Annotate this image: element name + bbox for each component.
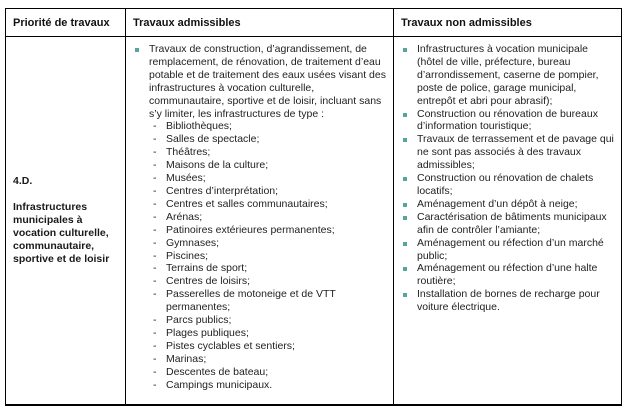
list-item-label: Aménagement d’un dépôt à neige; [417,197,578,210]
square-bullet-icon [403,267,407,271]
list-item-label: Plages publiques; [166,326,249,339]
list-item [400,262,615,288]
admissible-intro-text: Travaux de construction, d’agrandissement, de remplacement, de rénovation, de traitement d’eau potable et de traitement des eaux usées visant des infrastructures à vocation culturelle, communautaire, sportive et de loisir, incluant sans s’y limiter, les infrastructures de type : [149,43,386,120]
dash-marker: - [153,249,157,262]
list-item-label: Aménagement ou réfection d’une halte routière; [417,262,598,288]
admissible-intro-item [132,43,387,391]
list-item [151,288,387,314]
list-item [151,224,387,237]
list-item [151,353,387,366]
list-item-label: Passerelles de motoneige et de VTT permanentes; [166,288,336,314]
header-travaux-non-admissibles: Travaux non admissibles [394,9,621,37]
square-bullet-icon [403,203,407,207]
list-item [151,340,387,353]
list-item-label: Caractérisation de bâtiments municipaux afin de contrôler l’amiante; [417,210,607,236]
list-item-label: Salles de spectacle; [166,133,260,146]
list-item [151,250,387,263]
list-item-label: Installation de bornes de recharge pour voiture électrique. [417,288,600,314]
dash-marker: - [153,184,157,197]
dash-marker: - [153,378,157,391]
list-item [151,146,387,159]
table-header-row [6,9,621,37]
square-bullet-icon [403,138,407,142]
list-item [151,314,387,327]
dash-marker: - [153,172,157,185]
square-bullet-icon [403,113,407,117]
dash-marker: - [153,120,157,133]
dash-marker: - [153,197,157,210]
dash-marker: - [153,159,157,172]
list-item [400,172,615,198]
dash-marker: - [153,262,157,275]
priority-cell [6,37,126,404]
admissible-sub-list [151,120,387,391]
list-item [151,237,387,250]
dash-marker: - [153,314,157,327]
dash-marker: - [153,146,157,159]
list-item [151,185,387,198]
list-item [151,327,387,340]
list-item-label: Musées; [166,172,206,185]
list-item [400,43,615,108]
list-item [400,133,615,172]
list-item-label: Terrains de sport; [166,262,248,275]
list-item-label: Construction ou rénovation de chalets locatifs; [417,172,594,197]
list-item [151,172,387,185]
list-item-label: Construction ou rénovation de bureaux d’information touristique; [417,107,598,133]
list-item [400,211,615,237]
list-item-label: Centres et salles communautaires; [166,197,328,210]
header-priorite-de-travaux: Priorité de travaux [6,9,126,37]
dash-marker: - [153,288,157,301]
dash-marker: - [153,275,157,288]
list-item-label: Infrastructures à vocation municipale (hôtel de ville, préfecture, bureau d’arrondissement, caserne de pompier, poste de police, garage municipal, entrepôt et abri pour abrasif); [417,43,599,107]
list-item-label: Théâtres; [166,146,211,159]
square-bullet-icon [403,48,407,52]
list-item [151,366,387,379]
list-item-label: Patinoires extérieures permanentes; [166,223,335,236]
list-item-label: Maisons de la culture; [166,159,269,172]
dash-marker: - [153,352,157,365]
header-travaux-admissibles: Travaux admissibles [126,9,394,37]
dash-marker: - [153,133,157,146]
dash-marker: - [153,326,157,339]
dash-marker: - [153,365,157,378]
square-bullet-icon [403,177,407,181]
list-item-label: Descentes de bateau; [166,365,269,378]
table-body-row [6,37,621,404]
priority-code: 4.D. [13,175,33,188]
square-bullet-icon [403,293,407,297]
dash-marker: - [153,339,157,352]
list-item [151,120,387,133]
admissible-works-cell [126,37,394,404]
list-item-label: Gymnases; [166,236,220,249]
list-item-label: Arénas; [166,210,203,223]
list-item [400,198,615,211]
list-item-label: Marinas; [166,352,207,365]
dash-marker: - [153,223,157,236]
list-item-label: Pistes cyclables et sentiers; [166,339,295,352]
list-item [151,379,387,392]
list-item [400,237,615,263]
dash-marker: - [153,210,157,223]
list-item [400,288,615,314]
list-item-label: Parcs publics; [166,314,232,327]
list-item [151,198,387,211]
list-item [151,159,387,172]
square-bullet-icon [403,242,407,246]
non-admissible-works-cell [394,37,621,404]
list-item [151,133,387,146]
list-item [151,262,387,275]
list-item-label: Bibliothèques; [166,120,232,133]
square-bullet-icon [403,216,407,220]
list-item [400,108,615,134]
list-item-label: Campings municipaux. [166,378,273,391]
priority-title: Infrastructures municipales à vocation culturelle, communautaire, sportive et de loisir [13,201,110,265]
square-bullet-icon [135,48,139,52]
list-item [151,211,387,224]
list-item-label: Aménagement ou réfection d’un marché public; [417,236,604,262]
list-item-label: Travaux de terrassement et de pavage qui ne sont pas associés à des travaux admissibles; [417,133,614,172]
list-item-label: Piscines; [166,249,209,262]
list-item [151,275,387,288]
list-item-label: Centres de loisirs; [166,275,251,288]
dash-marker: - [153,236,157,249]
list-item-label: Centres d’interprétation; [166,184,279,197]
works-priority-table [5,8,622,406]
